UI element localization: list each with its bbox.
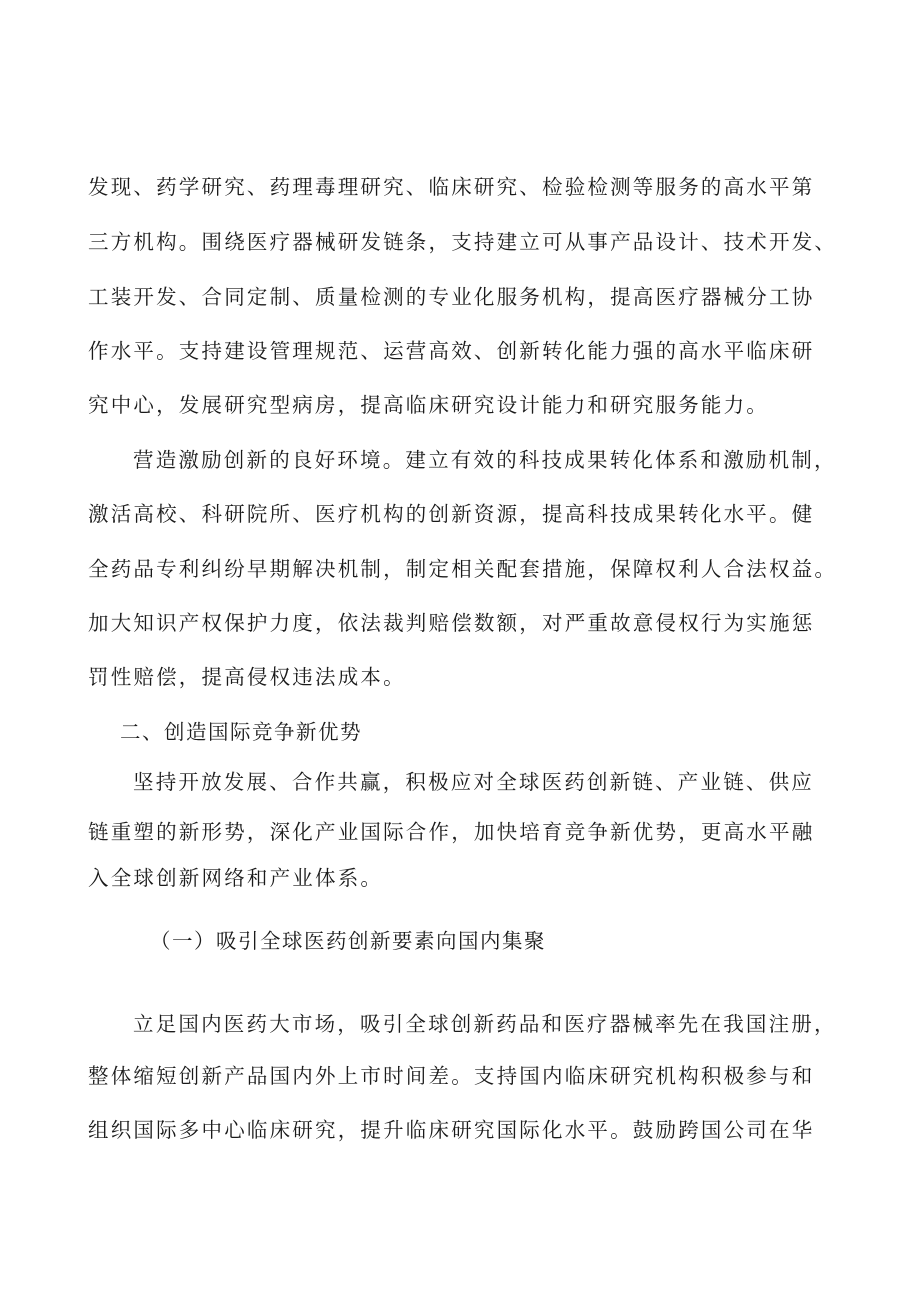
text-line: 坚持开放发展、合作共赢，积极应对全球医药创新链、产业链、供应 xyxy=(133,770,814,794)
text-line: 激活高校、科研院所、医疗机构的创新资源，提高科技成果转化水平。健 xyxy=(88,502,815,526)
text-line: 链重塑的新形势，深化产业国际合作，加快培育竞争新优势，更高水平融 xyxy=(88,820,815,844)
text-line: 立足国内医药大市场，吸引全球创新药品和医疗器械率先在我国注册， xyxy=(133,1012,837,1036)
text-line: 全药品专利纠纷早期解决机制，制定相关配套措施，保障权利人合法权益。 xyxy=(88,557,838,581)
text-line: 工装开发、合同定制、质量检测的专业化服务机构，提高医疗器械分工协 xyxy=(88,285,815,309)
section-heading: 二、创造国际竞争新优势 xyxy=(120,720,362,744)
text-line: 入全球创新网络和产业体系。 xyxy=(88,866,384,890)
text-line: 发现、药学研究、药理毒理研究、临床研究、检验检测等服务的高水平第 xyxy=(88,175,815,199)
text-line: 组织国际多中心临床研究，提升临床研究国际化水平。鼓励跨国公司在华 xyxy=(88,1118,815,1142)
text-line: 营造激励创新的良好环境。建立有效的科技成果转化体系和激励机制， xyxy=(133,448,837,472)
text-line: 作水平。支持建设管理规范、运营高效、创新转化能力强的高水平临床研 xyxy=(88,339,815,363)
text-line: 整体缩短创新产品国内外上市时间差。支持国内临床研究机构积极参与和 xyxy=(88,1064,815,1088)
text-line: 究中心，发展研究型病房，提高临床研究设计能力和研究服务能力。 xyxy=(88,393,769,417)
text-line: 罚性赔偿，提高侵权违法成本。 xyxy=(88,665,406,689)
subsection-heading: （一）吸引全球医药创新要素向国内集聚 xyxy=(150,929,546,953)
text-line: 加大知识产权保护力度，依法裁判赔偿数额，对严重故意侵权行为实施惩 xyxy=(88,611,815,635)
text-line: 三方机构。围绕医疗器械研发链条，支持建立可从事产品设计、技术开发、 xyxy=(88,230,838,254)
